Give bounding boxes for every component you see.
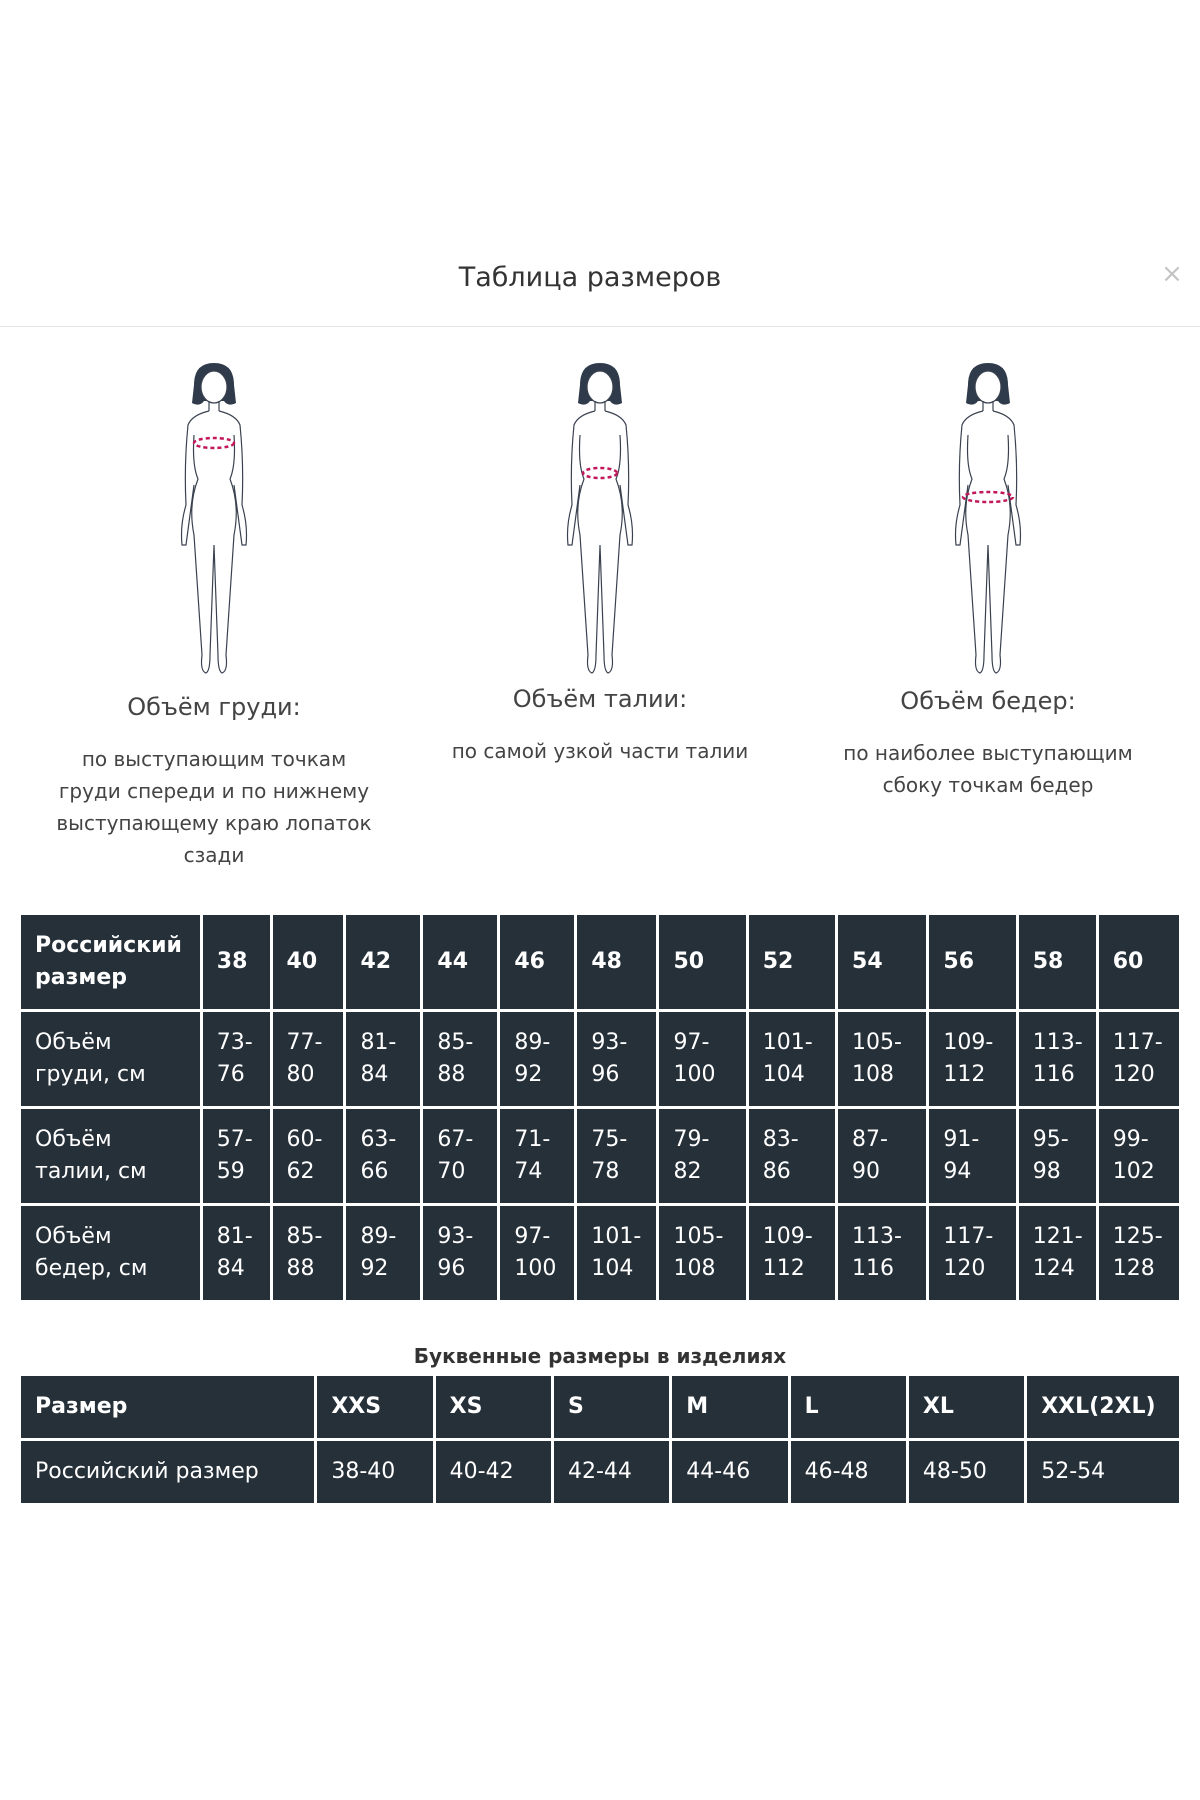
measurement-cell: 101- 104 [749, 1012, 835, 1106]
letter-header-cell: XL [909, 1376, 1024, 1438]
row-label: Объём груди, см [21, 1012, 200, 1106]
header-cell-size: 56 [929, 915, 1015, 1009]
close-icon[interactable]: × [1161, 259, 1183, 289]
waist-title: Объём талии: [512, 685, 688, 713]
letter-header-cell: L [791, 1376, 906, 1438]
letter-header-cell: M [672, 1376, 787, 1438]
row-label: Объём талии, см [21, 1109, 200, 1203]
measurement-cell: 85- 88 [273, 1206, 344, 1300]
header-cell-size: 50 [659, 915, 745, 1009]
hips-description: по наиболее выступающим сбоку точкам бедер [843, 741, 1133, 797]
size-table-row [21, 1206, 1179, 1300]
measurement-cell: 91- 94 [929, 1109, 1015, 1203]
measurement-cell: 75- 78 [577, 1109, 656, 1203]
header-cell-size: 60 [1099, 915, 1179, 1009]
measurement-cell: 71- 74 [500, 1109, 574, 1203]
chest-title: Объём груди: [127, 693, 301, 721]
hips-figure-icon [928, 355, 1048, 685]
measurement-cell: 109- 112 [929, 1012, 1015, 1106]
letter-table-row [21, 1441, 1179, 1503]
letter-row-cell: 52-54 [1027, 1441, 1179, 1503]
header-cell-size: 46 [500, 915, 574, 1009]
measurement-cell: 97- 100 [659, 1012, 745, 1106]
chest-description: по выступающим точкам груди спереди и по нижнему выступающему краю лопаток сзади [56, 747, 372, 867]
measurement-cell: 93- 96 [423, 1206, 497, 1300]
header-cell-size: 38 [203, 915, 270, 1009]
size-table-header-row [21, 915, 1179, 1009]
modal-title: Таблица размеров [458, 262, 722, 293]
letter-header-cell: XXL(2XL) [1027, 1376, 1179, 1438]
letter-size-table [18, 1373, 1182, 1506]
measurement-cell: 77- 80 [273, 1012, 344, 1106]
letter-table-title: Буквенные размеры в изделиях [413, 1344, 787, 1368]
measurement-waist [420, 355, 780, 767]
measurement-cell: 79- 82 [659, 1109, 745, 1203]
letter-header-label: Размер [21, 1376, 314, 1438]
measurement-cell: 83- 86 [749, 1109, 835, 1203]
header-cell-size: 52 [749, 915, 835, 1009]
letter-header-cell: XS [436, 1376, 551, 1438]
header-cell-size: 54 [838, 915, 926, 1009]
measurement-hips [808, 355, 1168, 801]
measurement-cell: 117- 120 [1099, 1012, 1179, 1106]
measurement-cell: 113- 116 [838, 1206, 926, 1300]
letter-row-label: Российский размер [21, 1441, 314, 1503]
measurement-cell: 89- 92 [346, 1206, 420, 1300]
header-cell-size: 58 [1019, 915, 1096, 1009]
measurement-cell: 105- 108 [838, 1012, 926, 1106]
header-cell-label: Российский размер [21, 915, 200, 1009]
chest-figure-icon [154, 355, 274, 685]
row-label: Объём бедер, см [21, 1206, 200, 1300]
letter-row-cell: 38-40 [317, 1441, 432, 1503]
header-cell-size: 48 [577, 915, 656, 1009]
measurement-cell: 125- 128 [1099, 1206, 1179, 1300]
header-cell-size: 44 [423, 915, 497, 1009]
letter-row-cell: 42-44 [554, 1441, 669, 1503]
measurement-cell: 121- 124 [1019, 1206, 1096, 1300]
measurement-cell: 95- 98 [1019, 1109, 1096, 1203]
measurement-cell: 117- 120 [929, 1206, 1015, 1300]
letter-row-cell: 40-42 [436, 1441, 551, 1503]
measurement-cell: 105- 108 [659, 1206, 745, 1300]
measurement-cell: 87- 90 [838, 1109, 926, 1203]
letter-header-cell: S [554, 1376, 669, 1438]
measurement-cell: 67- 70 [423, 1109, 497, 1203]
letter-row-cell: 46-48 [791, 1441, 906, 1503]
letter-header-cell: XXS [317, 1376, 432, 1438]
measurement-cell: 97- 100 [500, 1206, 574, 1300]
header-divider [0, 326, 1200, 327]
size-table-row [21, 1012, 1179, 1106]
measurement-cell: 113- 116 [1019, 1012, 1096, 1106]
letter-row-cell: 44-46 [672, 1441, 787, 1503]
measurement-cell: 99- 102 [1099, 1109, 1179, 1203]
waist-figure-icon [540, 355, 660, 685]
measurement-cell: 60- 62 [273, 1109, 344, 1203]
size-table-row [21, 1109, 1179, 1203]
measurement-cell: 81- 84 [203, 1206, 270, 1300]
size-table [18, 912, 1182, 1303]
measurement-cell: 85- 88 [423, 1012, 497, 1106]
measurement-cell: 101- 104 [577, 1206, 656, 1300]
letter-table-header-row [21, 1376, 1179, 1438]
waist-description: по самой узкой части талии [451, 739, 749, 763]
measurement-cell: 81- 84 [346, 1012, 420, 1106]
header-cell-size: 42 [346, 915, 420, 1009]
measurement-cell: 109- 112 [749, 1206, 835, 1300]
measurement-chest [34, 355, 394, 871]
measurement-cell: 63- 66 [346, 1109, 420, 1203]
measurement-cell: 89- 92 [500, 1012, 574, 1106]
measurement-cell: 93- 96 [577, 1012, 656, 1106]
measurement-cell: 57- 59 [203, 1109, 270, 1203]
header-cell-size: 40 [273, 915, 344, 1009]
hips-title: Объём бедер: [900, 687, 1076, 715]
measurement-cell: 73- 76 [203, 1012, 270, 1106]
letter-row-cell: 48-50 [909, 1441, 1024, 1503]
